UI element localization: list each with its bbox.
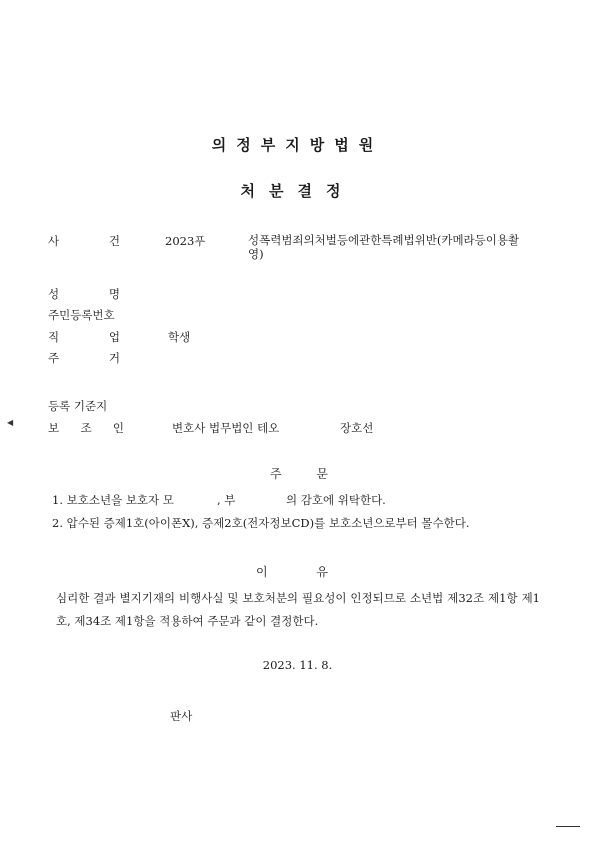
reason-heading-char-2: 유 [316, 565, 328, 579]
address-label-char-1: 주 [48, 351, 60, 365]
name-label-char-1: 성 [48, 287, 60, 301]
case-name: 성폭력범죄의처벌등에관한특례법위반(카메라등이용촬영) [248, 233, 520, 261]
assistant-label [48, 420, 124, 436]
assistant-person: 장호선 [340, 421, 374, 435]
case-label-char-2: 건 [108, 234, 120, 248]
footer-rule [556, 826, 580, 827]
order-heading-char-1: 주 [270, 467, 282, 481]
order-item-2: 2. 압수된 증제1호(아이폰X), 증제2호(전자정보CD)를 보호소년으로부터 몰수한다. [52, 516, 470, 530]
court-name: 의정부지방법원 [211, 136, 384, 154]
order-heading-char-2: 문 [316, 467, 328, 481]
assistant-firm: 변호사 법무법인 테오 [172, 421, 280, 435]
registered-base-label: 등록 기준지 [48, 399, 108, 413]
address-label-char-2: 거 [108, 351, 120, 365]
order-heading [270, 465, 328, 482]
occupation-label [48, 329, 120, 345]
margin-mark: ◀ [7, 418, 14, 427]
address-label [48, 350, 120, 366]
order-item-1-part-a: 1. 보호소년을 보호자 모 [52, 493, 174, 507]
assistant-label-char-3: 인 [112, 421, 124, 435]
reason-heading [256, 563, 328, 580]
occupation-label-char-2: 업 [108, 330, 120, 344]
occupation-value: 학생 [168, 330, 191, 344]
case-label [48, 233, 120, 249]
reason-heading-char-1: 이 [256, 565, 268, 579]
order-item-1 [52, 492, 174, 508]
assistant-label-char-1: 보 [48, 421, 60, 435]
resident-id-label: 주민등록번호 [48, 308, 115, 322]
decision-date: 2023. 11. 8. [262, 658, 333, 672]
document-title: 처분결정 [240, 182, 355, 200]
case-label-char-1: 사 [48, 234, 60, 248]
assistant-label-char-2: 조 [80, 421, 92, 435]
occupation-label-char-1: 직 [48, 330, 60, 344]
case-number: 2023푸 [165, 234, 206, 248]
order-item-1-parent-b: , 부 [217, 493, 236, 507]
name-label [48, 286, 120, 302]
judge-label: 판사 [170, 709, 193, 723]
reason-text: 심리한 결과 별지기재의 비행사실 및 보호처분의 필요성이 인정되므로 소년법 제32조 제1항 제1호, 제34조 제1항을 적용하여 주문과 같이 결정한다. [56, 591, 540, 628]
order-item-1-end: 의 감호에 위탁한다. [286, 493, 386, 507]
name-label-char-2: 명 [108, 287, 120, 301]
